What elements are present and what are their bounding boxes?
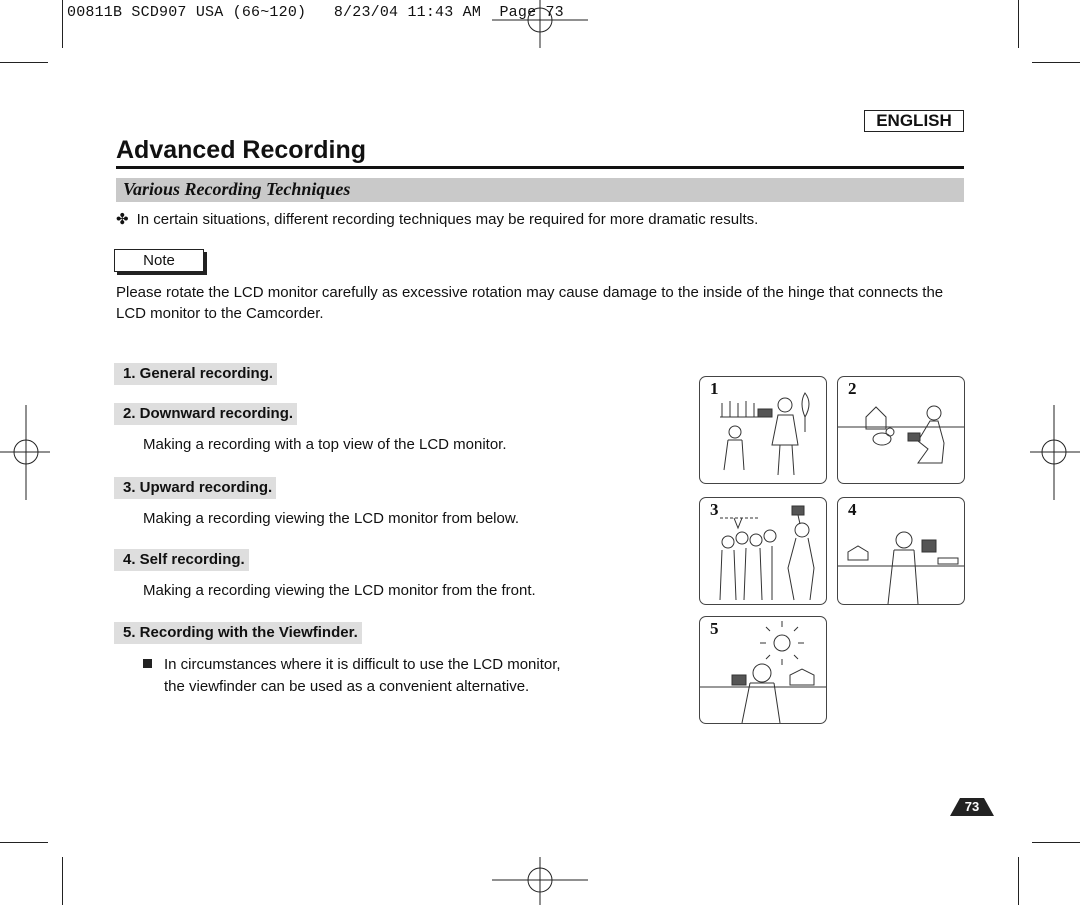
item-heading-3: 3. Upward recording. <box>114 477 276 499</box>
panel-number-1: 1 <box>710 379 719 398</box>
intro-paragraph <box>116 210 758 228</box>
panel-number-5: 5 <box>710 619 719 638</box>
illustration-panel-1 <box>699 376 827 484</box>
bullet-cross-icon: ✤ <box>116 211 129 228</box>
note-text: Please rotate the LCD monitor carefully as excessive rotation may cause damage to the inside of the hinge that connects the LCD monitor to the Camcorder. <box>116 284 944 322</box>
item-description-3: Making a recording viewing the LCD monitor from below. <box>143 510 520 527</box>
title-rule <box>116 166 964 169</box>
illustration-panel-5 <box>699 616 827 724</box>
upward-recording-drawing <box>700 498 826 604</box>
language-label: ENGLISH <box>864 110 964 132</box>
bullet-line-1: In circumstances where it is difficult to use the LCD monitor, <box>164 656 561 673</box>
item-heading-1: 1. General recording. <box>114 363 277 385</box>
item-description-4: Making a recording viewing the LCD monitor from the front. <box>143 582 536 599</box>
page-number: 73 <box>964 799 980 814</box>
page-number-badge <box>948 796 996 818</box>
note-label: Note <box>114 249 204 272</box>
item-description-2: Making a recording with a top view of the LCD monitor. <box>143 436 507 453</box>
panel-number-3: 3 <box>710 500 719 519</box>
viewfinder-bullet <box>143 654 561 698</box>
bullet-line-2: the viewfinder can be used as a convenient alternative. <box>164 678 530 695</box>
illustration-panel-3 <box>699 497 827 605</box>
print-slug: 00811B SCD907 USA (66~120) 8/23/04 11:43 AM Page 73 <box>67 4 564 21</box>
downward-recording-drawing <box>838 377 964 483</box>
illustration-panel-4 <box>837 497 965 605</box>
square-bullet-icon <box>143 659 152 668</box>
illustration-panel-2 <box>837 376 965 484</box>
panel-number-4: 4 <box>848 500 857 519</box>
viewfinder-recording-drawing <box>700 617 826 723</box>
section-title: Various Recording Techniques <box>123 179 351 199</box>
item-heading-2: 2. Downward recording. <box>114 403 297 425</box>
page-title: Advanced Recording <box>116 136 367 164</box>
section-band <box>116 178 964 202</box>
item-heading-4: 4. Self recording. <box>114 549 249 571</box>
general-recording-drawing <box>700 377 826 483</box>
item-heading-5: 5. Recording with the Viewfinder. <box>114 622 362 644</box>
panel-number-2: 2 <box>848 379 857 398</box>
intro-text: In certain situations, different recording techniques may be required for more dramatic results. <box>136 211 759 228</box>
